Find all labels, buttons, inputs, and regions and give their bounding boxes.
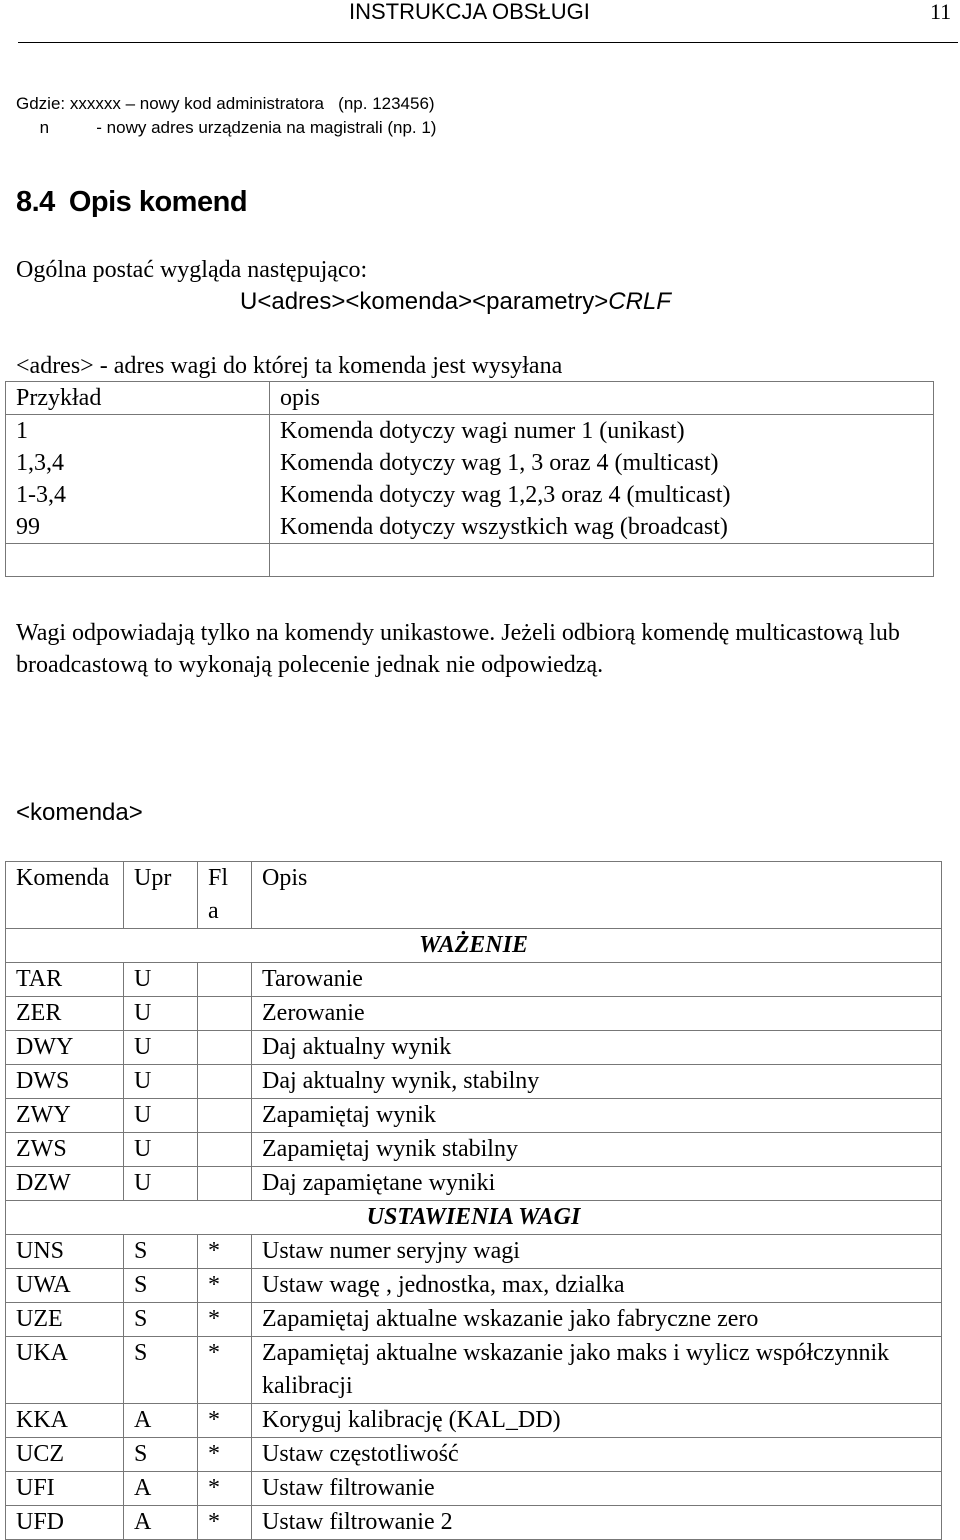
- cmd-upr: S: [124, 1438, 198, 1472]
- adres-cell-desc: Komenda dotyczy wag 1, 3 oraz 4 (multicast): [270, 447, 934, 479]
- cmd-desc: Zerowanie: [252, 997, 942, 1031]
- note-line-2: n - nowy adres urządzenia na magistrali (np. 1): [16, 118, 437, 137]
- cmd-upr: U: [124, 997, 198, 1031]
- cmd-desc: Ustaw filtrowanie 2: [252, 1506, 942, 1540]
- command-format: [240, 286, 671, 318]
- cmd-code: UFI: [6, 1472, 124, 1506]
- table-row: [6, 447, 934, 479]
- cmd-flag: *: [198, 1235, 252, 1269]
- table-row: [6, 963, 942, 997]
- section-heading: [16, 186, 247, 219]
- cmd-flag: [198, 1133, 252, 1167]
- table-row: [6, 1269, 942, 1303]
- table-row: [6, 1337, 942, 1404]
- cmd-flag: *: [198, 1404, 252, 1438]
- table-row: [6, 511, 934, 544]
- command-format-crlf: CRLF: [608, 288, 671, 315]
- cmd-upr: U: [124, 963, 198, 997]
- cmd-upr: S: [124, 1235, 198, 1269]
- cmd-flag: *: [198, 1472, 252, 1506]
- table-row: [6, 1099, 942, 1133]
- cmd-flag: [198, 1167, 252, 1201]
- cmd-flag: [198, 1065, 252, 1099]
- cmd-code: UFD: [6, 1506, 124, 1540]
- cmd-upr: S: [124, 1269, 198, 1303]
- table-row: [6, 1133, 942, 1167]
- cmd-desc: Daj aktualny wynik, stabilny: [252, 1065, 942, 1099]
- table-row: [6, 997, 942, 1031]
- adres-cell-example: [6, 544, 270, 577]
- section-title-ustawienia: USTAWIENIA WAGI: [6, 1201, 942, 1235]
- cmd-desc: Ustaw numer seryjny wagi: [252, 1235, 942, 1269]
- header-rule: [18, 42, 958, 43]
- cmd-code: UZE: [6, 1303, 124, 1337]
- cmd-code: TAR: [6, 963, 124, 997]
- table-row: [6, 415, 934, 448]
- cmd-flag: *: [198, 1337, 252, 1404]
- cmd-desc: Koryguj kalibrację (KAL_DD): [252, 1404, 942, 1438]
- table-row: [6, 544, 934, 577]
- cmd-flag: *: [198, 1269, 252, 1303]
- section-number: 8.4: [16, 186, 55, 218]
- komenda-table-header: [6, 862, 942, 929]
- cmd-code: DWY: [6, 1031, 124, 1065]
- adres-description: <adres> - adres wagi do której ta komenda jest wysyłana: [16, 353, 563, 379]
- cmd-desc: Tarowanie: [252, 963, 942, 997]
- komenda-table: [5, 861, 942, 1540]
- adres-cell-desc: Komenda dotyczy wszystkich wag (broadcast): [270, 511, 934, 544]
- cmd-flag: *: [198, 1303, 252, 1337]
- col-upr: Upr: [124, 862, 198, 929]
- adres-cell-example: 99: [6, 511, 270, 544]
- komenda-heading: <komenda>: [16, 799, 143, 826]
- col-komenda: [6, 862, 124, 929]
- cmd-desc: Ustaw wagę , jednostka, max, dzialka: [252, 1269, 942, 1303]
- cmd-code: ZWS: [6, 1133, 124, 1167]
- cmd-code: DZW: [6, 1167, 124, 1201]
- cmd-code: KKA: [6, 1404, 124, 1438]
- cmd-upr: U: [124, 1133, 198, 1167]
- adres-col-desc: opis: [270, 382, 934, 415]
- section-title: Opis komend: [68, 186, 248, 218]
- table-row: [6, 1404, 942, 1438]
- table-row: [6, 479, 934, 511]
- section-row: [6, 929, 942, 963]
- adres-table: [5, 381, 934, 577]
- adres-table-header: [6, 382, 934, 415]
- cmd-desc: Daj zapamiętane wyniki: [252, 1167, 942, 1201]
- command-format-main: U<adres><komenda><parametry>: [240, 288, 609, 315]
- cmd-upr: U: [124, 1167, 198, 1201]
- col-fla-label: Fla: [208, 865, 229, 924]
- cmd-upr: U: [124, 1099, 198, 1133]
- section-row: [6, 1201, 942, 1235]
- cmd-code: UCZ: [6, 1438, 124, 1472]
- note-line-1: Gdzie: xxxxxx – nowy kod administratora (np. 123456): [16, 94, 435, 113]
- cmd-flag: [198, 997, 252, 1031]
- table-row: [6, 1235, 942, 1269]
- cmd-flag: [198, 1099, 252, 1133]
- col-opis: Opis: [252, 862, 942, 929]
- cmd-desc: Zapamiętaj aktualne wskazanie jako fabryczne zero: [252, 1303, 942, 1337]
- cmd-code: UKA: [6, 1337, 124, 1404]
- cmd-upr: S: [124, 1337, 198, 1404]
- intro-text: Ogólna postać wygląda następująco:: [16, 257, 368, 283]
- cmd-desc: Ustaw częstotliwość: [252, 1438, 942, 1472]
- cmd-desc: Zapamiętaj wynik stabilny: [252, 1133, 942, 1167]
- cmd-code: UNS: [6, 1235, 124, 1269]
- cmd-code: ZER: [6, 997, 124, 1031]
- adres-col-example: Przykład: [6, 382, 270, 415]
- cmd-flag: *: [198, 1438, 252, 1472]
- adres-cell-example: 1: [6, 415, 270, 448]
- running-header-title: INSTRUKCJA OBSŁUGI: [349, 0, 590, 24]
- cmd-code: UWA: [6, 1269, 124, 1303]
- unicast-note: Wagi odpowiadają tylko na komendy unikastowe. Jeżeli odbiorą komendę multicastową lub broadcastową to wykonają polecenie jednak nie odpowiedzą.: [16, 620, 900, 678]
- adres-cell-desc: Komenda dotyczy wag 1,2,3 oraz 4 (multicast): [270, 479, 934, 511]
- table-row: [6, 1065, 942, 1099]
- table-row: [6, 1506, 942, 1540]
- cmd-flag: [198, 963, 252, 997]
- adres-cell-desc: Komenda dotyczy wagi numer 1 (unikast): [270, 415, 934, 448]
- cmd-desc: Daj aktualny wynik: [252, 1031, 942, 1065]
- cmd-upr: U: [124, 1031, 198, 1065]
- adres-cell-desc: [270, 544, 934, 577]
- table-row: [6, 1167, 942, 1201]
- cmd-flag: *: [198, 1506, 252, 1540]
- cmd-upr: A: [124, 1404, 198, 1438]
- cmd-code: DWS: [6, 1065, 124, 1099]
- adres-cell-example: 1-3,4: [6, 479, 270, 511]
- cmd-upr: A: [124, 1472, 198, 1506]
- cmd-desc: Zapamiętaj aktualne wskazanie jako maks i wylicz współczynnik kalibracji: [252, 1337, 942, 1404]
- table-row: [6, 1031, 942, 1065]
- adres-cell-example: 1,3,4: [6, 447, 270, 479]
- cmd-code: ZWY: [6, 1099, 124, 1133]
- cmd-upr: U: [124, 1065, 198, 1099]
- cmd-upr: A: [124, 1506, 198, 1540]
- cmd-upr: S: [124, 1303, 198, 1337]
- cmd-desc: Ustaw filtrowanie: [252, 1472, 942, 1506]
- cmd-flag: [198, 1031, 252, 1065]
- section-title-wazenie: WAŻENIE: [6, 929, 942, 963]
- table-row: [6, 1472, 942, 1506]
- table-row: [6, 1303, 942, 1337]
- col-komenda-label: Komenda: [16, 865, 110, 891]
- table-row: [6, 1438, 942, 1472]
- col-fla: [198, 862, 252, 929]
- page-number: 11: [930, 0, 952, 24]
- cmd-desc: Zapamiętaj wynik: [252, 1099, 942, 1133]
